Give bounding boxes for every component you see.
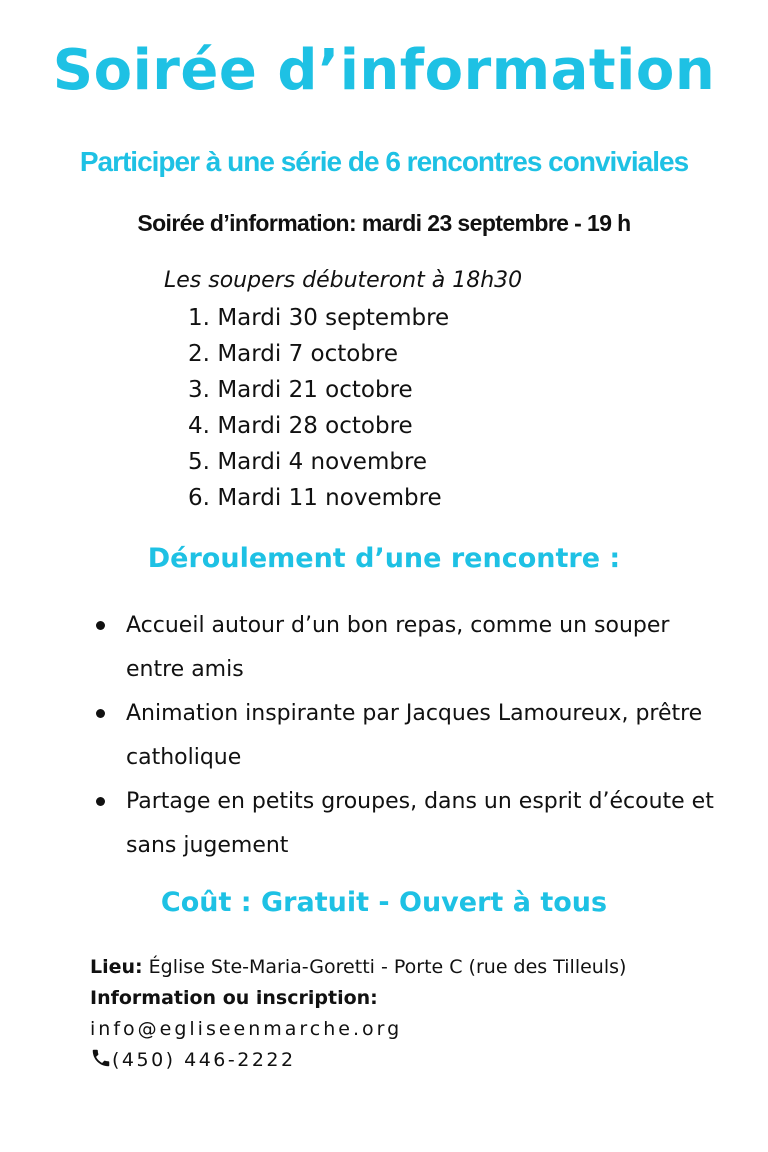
phone-line	[90, 1045, 626, 1076]
phone-icon	[90, 1047, 112, 1069]
list-item	[178, 339, 449, 375]
phone-number[interactable]: (450) 446-2222	[112, 1049, 296, 1071]
deroulement-heading: Déroulement d’une rencontre :	[147, 543, 621, 574]
location-value: Église Ste-Maria-Goretti - Porte C (rue des Tilleuls)	[142, 956, 627, 978]
info-label: Information ou inscription:	[90, 987, 378, 1009]
list-item	[178, 483, 449, 519]
list-item	[90, 780, 730, 868]
list-number: 5.	[188, 449, 210, 475]
list-item	[178, 447, 449, 483]
bullet-text: Animation inspirante par Jacques Lamoureux, prêtre catholique	[126, 701, 703, 770]
date-label: Mardi 30 septembre	[217, 305, 450, 331]
list-number: 4.	[188, 413, 210, 439]
email-link[interactable]: info@egliseenmarche.org	[90, 1018, 403, 1040]
date-label: Mardi 28 octobre	[217, 413, 413, 439]
date-label: Mardi 7 octobre	[217, 341, 399, 367]
info-session-date: Soirée d’information: mardi 23 septembre - 19 h	[137, 210, 631, 236]
bullet-text: Accueil autour d’un bon repas, comme un souper entre amis	[126, 613, 670, 682]
subtitle: Participer à une série de 6 rencontres conviviales	[79, 146, 689, 177]
list-number: 6.	[188, 485, 210, 511]
list-item	[90, 692, 730, 780]
date-label: Mardi 4 novembre	[217, 449, 428, 475]
date-label: Mardi 21 octobre	[217, 377, 413, 403]
list-number: 2.	[188, 341, 210, 367]
page-title: Soirée d’information	[52, 38, 716, 103]
suppers-note: Les soupers débuteront à 18h30	[164, 268, 523, 293]
list-item	[178, 375, 449, 411]
bullet-icon	[96, 797, 105, 806]
list-item	[178, 303, 449, 339]
bullet-icon	[96, 709, 105, 718]
list-number: 1.	[188, 305, 210, 331]
location-line	[90, 952, 626, 983]
bullet-text: Partage en petits groupes, dans un esprit d’écoute et sans jugement	[126, 789, 714, 858]
list-item	[90, 604, 730, 692]
location-label: Lieu:	[90, 956, 143, 978]
deroulement-list	[90, 604, 730, 868]
bullet-icon	[96, 621, 105, 630]
cost-heading: Coût : Gratuit - Ouvert à tous	[160, 887, 608, 918]
date-label: Mardi 11 novembre	[217, 485, 442, 511]
contact-info	[90, 952, 626, 1076]
list-number: 3.	[188, 377, 210, 403]
list-item	[178, 411, 449, 447]
meeting-dates-list	[178, 303, 449, 519]
